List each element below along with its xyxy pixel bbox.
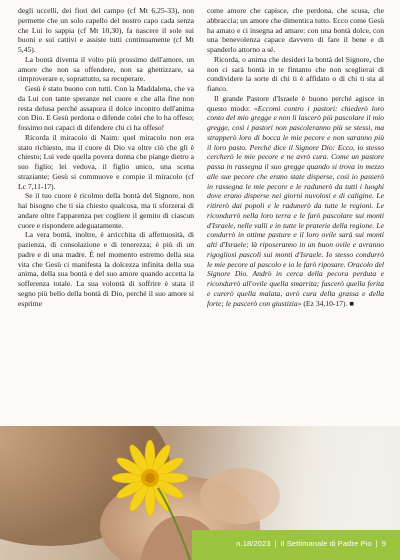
scripture-paragraph: [207, 94, 384, 309]
paragraph: come amore che capisce, che perdona, che scusa, che abbraccia; un amore che dimentica tutto. Ecco come Gesù ha amato e ci insegna ad amare: con una bontà dolce, con una benevolenza capace davvero di fare il bene e di spanderlo attorno a sé.: [207, 6, 384, 54]
scripture-intro: Il grande Pastore d'Israele è buono perché agisce in questo modo:: [207, 93, 384, 113]
end-mark-icon: ■: [347, 298, 354, 308]
left-column: [18, 6, 194, 308]
separator: |: [274, 539, 277, 548]
paragraph: La vera bontà, inoltre, è arricchita di affettuosità, di pazienza, di consolazione e di tenerezza; è più di un padre e di una madre. È nel momento estremo della sua vita che Gesù ci manifesta la dolcezza infinita della sua anima, della sua bontà e del suo amore quando accetta la sofferenza totale. La sua volontà di soffrire è stata il segno più bello della bontà di Dio, perché il suo amore si esprime: [18, 230, 194, 308]
page-number: 9: [381, 539, 386, 548]
separator: |: [375, 539, 378, 548]
issue-number: n.18/2023: [236, 539, 271, 548]
page-footer: [236, 539, 386, 548]
paragraph: Ricorda, o anima che desideri la bontà del Signore, che non ci sarà bontà in te fintanto che non sceglierai di condividere la sorte di chi ti è affidato o di chi ti sta al fianco.: [207, 54, 384, 93]
paragraph: Ricorda il miracolo di Naim: quel miracolo non era stato richiesto, ma il cuore di Dio va oltre ciò che gli è chiesto; Lui vede quella povera donna che piange dietro a suo figlio; lei vedova, il figlio unico, una scena straziante; Gesù si commuove e compie il miracolo (cf Lc 7,11-17).: [18, 132, 194, 191]
scripture-quote: «Eccomi contro i pastori: chiederò loro conto del mio gregge e non li lascerò più pascolare il mio gregge, così i pastori non pascoleranno più se stessi, ma strapperò loro di bocca le mie pecore e non saranno più il loro pasto. Perché dice il Signore Dio: Ecco, io stesso cercherò le mie pecore e ne avrò cura. Come un pastore passa in rassegna il suo gregge quando si trova in mezzo alle sue pecore che erano state disperse, così io passerò in rassegna le mie pecore e le radunerò da tutti i luoghi dove erano disperse nei giorni nuvolosi e di caligine. Le ritirerò dai popoli e le radunerò da tutte le regioni. Le ricondurrò nella loro terra e le farò pascolare sui monti d'Israele, nelle valli e in tutte le praterie della regione. Le condurrò in ottime pasture e il loro ovile sarà sui monti alti d'Israele; là riposeranno in un buon ovile e avranno rigogliosi pascoli sui monti d'Israele. Io stesso condurrò le mie pecore al pascolo e io le farò riposare. Oracolo del Signore Dio. Andrò in cerca della pecora perduta e ricondurrò all'ovile quella smarrita; fascerò quella ferita e curerò quella malata, avrò cura della grassa e della forte; le pascerò con giustizia»: [207, 103, 384, 308]
paragraph: La bontà diventa il volto più prossimo dell'amore, un amore che non sa offendere, non sa ghettizzare, sa rimproverare e, soprattutto, sa recuperare.: [18, 54, 194, 84]
scripture-reference: (Ez 34,10-17).: [301, 298, 348, 308]
right-column: [207, 6, 384, 308]
paragraph: Gesù è stato buono con tutti. Con la Maddalena, che va da Lui con tante speranze nel cuore e che alla fine non resta delusa perché assapora il dolce incontro dell'anima con Dio. E Gesù perdona e difende colei che lo ha offeso; fossimo noi capaci di difendere chi ci ha offeso!: [18, 84, 194, 132]
paragraph: Se il tuo cuore è ricolmo della bontà del Signore, non hai bisogno che ti sia chiesto qualcosa, ma ti sforzerai di andare oltre l'apparenza per cogliere il gemito di ciascun cuore e rispondere adeguatamente.: [18, 191, 194, 230]
paragraph: degli uccelli, dei fiori del campo (cf Mt 6,25-33), non permette che un solo capello del nostro capo cada senza che Lui lo sappia (cf Mt 10,30), fa nascere il sole sui buoni e sui cattivi e assiste tutti continuamente (cf Mt 5,45).: [18, 6, 194, 54]
magazine-title: Il Settimanale di Padre Pio: [280, 539, 372, 548]
